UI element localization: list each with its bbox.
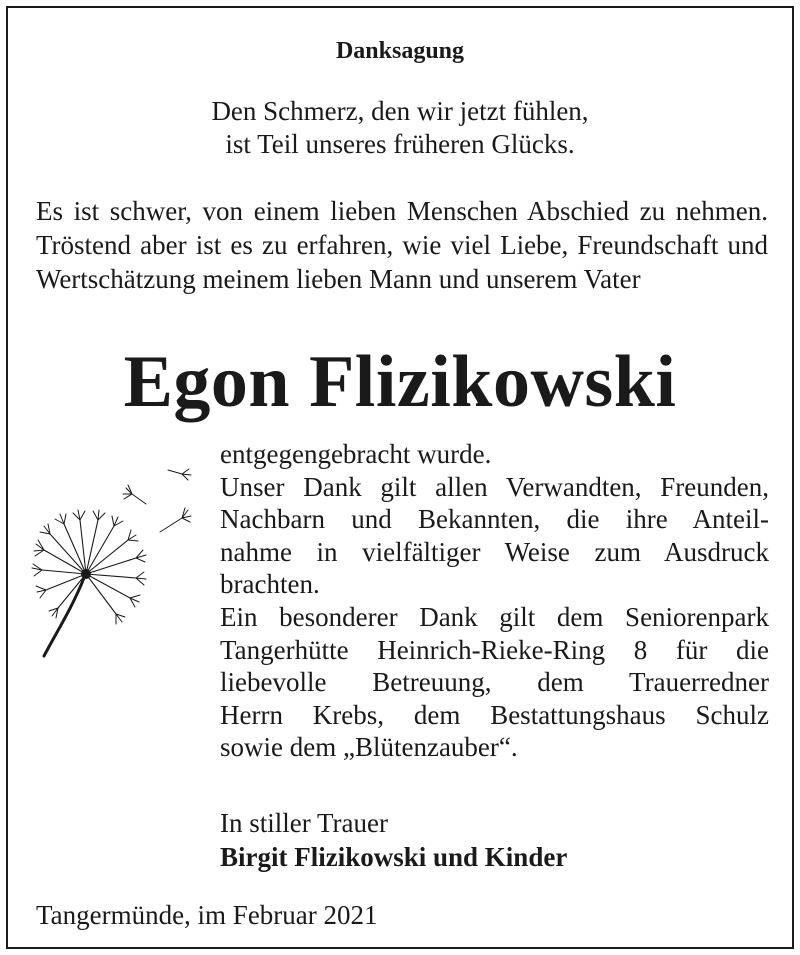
signatories: Birgit Flizikowski und Kinder <box>220 842 568 872</box>
body-line: Unser Dank gilt allen Verwandten, Freunden, <box>220 471 769 502</box>
deceased-name: Egon Flizikowski <box>123 341 677 423</box>
quote-line: Den Schmerz, den wir jetzt fühlen, <box>211 96 589 126</box>
body-line: sowie dem „Blütenzauber“. <box>220 732 518 763</box>
body-line: Ein besonderer Dank gilt dem Seniorenpark <box>220 601 769 632</box>
thanks-paragraph <box>220 438 769 764</box>
quote-line: ist Teil unseres früheren Glücks. <box>225 129 575 159</box>
body-line: entgegengebracht wurde. <box>220 439 492 469</box>
body-line: Nachbarn und Bekannten, die ihre Anteil- <box>220 504 769 535</box>
quote-block <box>8 95 792 161</box>
place-date: Tangermünde, im Februar 2021 <box>36 900 378 930</box>
body-line: nahme in vielfältiger Weise zum Ausdruck <box>220 536 769 567</box>
body-line: brachten. <box>220 569 320 600</box>
closing-phrase: In stiller Trauer <box>220 808 388 838</box>
notice-heading: Danksagung <box>335 38 465 64</box>
body-line: liebevolle Betreuung, dem Trauerredner <box>220 667 769 698</box>
intro-paragraph: Es ist schwer, von einem lieben Menschen Abschied zu nehmen. Tröstend aber ist es zu erfahren, wie viel Liebe, Freundschaft und Wertschätzung meinem lieben Mann und unserem Vater <box>36 196 768 294</box>
body-line: Herrn Krebs, dem Bestattungshaus Schulz <box>220 699 769 730</box>
body-line: Tangerhütte Heinrich-Rieke-Ring 8 für die <box>220 634 769 665</box>
dandelion-icon <box>22 458 212 668</box>
signoff-block <box>220 806 567 874</box>
obituary-notice-frame <box>6 6 794 949</box>
